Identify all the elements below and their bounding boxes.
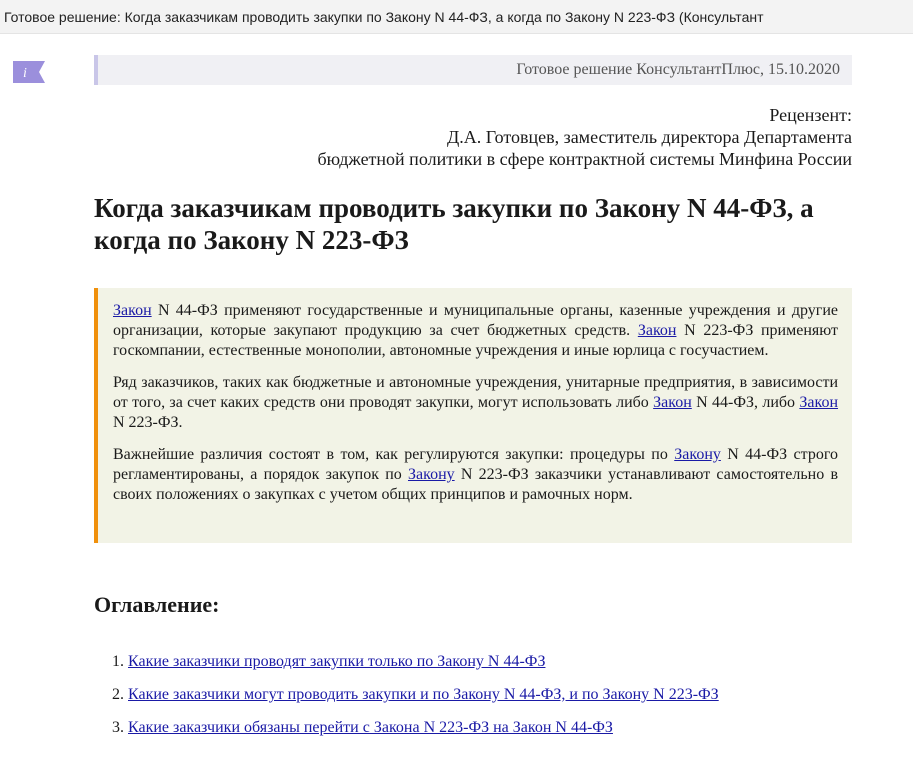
reviewer-line-2: бюджетной политики в сфере контрактной системы Минфина России bbox=[317, 149, 852, 169]
reviewer-line-1: Д.А. Готовцев, заместитель директора Департамента bbox=[446, 127, 852, 147]
toc-item-number: 2. bbox=[112, 686, 124, 703]
summary-text: N 223-ФЗ применяют госкомпании, естественные монополии, автономные учреждения и иные юрлица с госучастием. bbox=[113, 322, 838, 359]
summary-paragraph-3 bbox=[113, 445, 838, 505]
reviewer-block bbox=[318, 104, 852, 170]
toc-item bbox=[112, 718, 719, 738]
summary-paragraph-1 bbox=[113, 301, 838, 361]
summary-box bbox=[94, 288, 852, 543]
source-line: Готовое решение КонсультантПлюс, 15.10.2020 bbox=[94, 55, 852, 85]
summary-text: N 44-ФЗ, либо bbox=[691, 394, 800, 411]
toc-link-2[interactable]: Какие заказчики могут проводить закупки и по Закону N 44-ФЗ, и по Закону N 223-ФЗ bbox=[128, 686, 719, 703]
summary-text: N 44-ФЗ строго регламентированы, а порядок закупок по bbox=[113, 446, 839, 483]
toc-item bbox=[112, 652, 719, 672]
law-link[interactable]: Закон bbox=[113, 302, 152, 319]
summary-text: Важнейшие различия состоят в том, как регулируются закупки: процедуры по bbox=[113, 446, 675, 463]
toc-list bbox=[112, 652, 719, 751]
svg-text:i: i bbox=[23, 66, 27, 81]
law-link[interactable]: Закону bbox=[674, 446, 721, 463]
law-link[interactable]: Закон bbox=[799, 394, 839, 411]
toc-link-3[interactable]: Какие заказчики обязаны перейти с Закона N 223-ФЗ на Закон N 44-ФЗ bbox=[128, 719, 613, 736]
info-icon[interactable] bbox=[12, 60, 46, 84]
summary-paragraph-2 bbox=[113, 373, 838, 433]
summary-text: Ряд заказчиков, таких как бюджетные и автономные учреждения, унитарные предприятия, в зависимости от того, за счет каких средств они проводят закупки, могут использовать либо bbox=[113, 374, 838, 411]
law-link[interactable]: Закон bbox=[637, 322, 677, 339]
summary-text: N 223-ФЗ. bbox=[113, 414, 183, 431]
reviewer-label: Рецензент: bbox=[769, 105, 852, 125]
window-title: Готовое решение: Когда заказчикам проводить закупки по Закону N 44-ФЗ, а когда по Закону N 223-ФЗ (Консультант bbox=[0, 0, 913, 34]
page-title: Когда заказчикам проводить закупки по Закону N 44-ФЗ, а когда по Закону N 223-ФЗ bbox=[94, 193, 814, 255]
toc-item bbox=[112, 685, 719, 705]
summary-text: N 44-ФЗ применяют государственные и муниципальные органы, казенные учреждения и другие организации, которые закупают продукцию за счет бюджетных средств. bbox=[113, 302, 838, 339]
summary-text: N 223-ФЗ заказчики устанавливают самостоятельно в своих положениях о закупках с учетом общих принципов и рамочных норм. bbox=[113, 466, 839, 503]
law-link[interactable]: Закону bbox=[407, 466, 455, 483]
toc-title: Оглавление: bbox=[94, 592, 220, 617]
toc-link-1[interactable]: Какие заказчики проводят закупки только по Закону N 44-ФЗ bbox=[128, 653, 546, 670]
law-link[interactable]: Закон bbox=[653, 394, 692, 411]
toc-item-number: 3. bbox=[112, 719, 124, 736]
toc-item-number: 1. bbox=[112, 653, 124, 670]
